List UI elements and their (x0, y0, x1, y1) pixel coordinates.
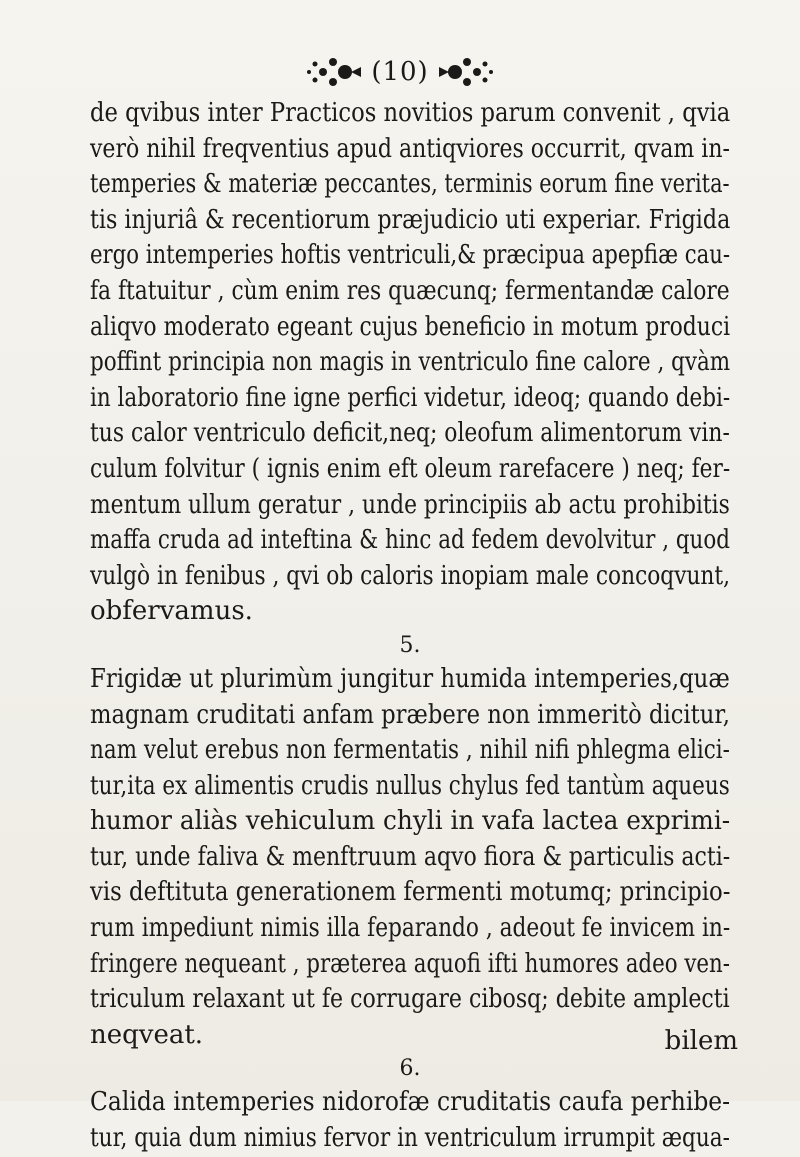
text-line: neqveat. (90, 1019, 204, 1050)
text-line: tur,ita ex alimentis crudis nullus chylus fed tantùm aqueus (90, 770, 730, 801)
text-line: fa ftatuitur , cùm enim res quæcunq; fermentandæ calore (90, 275, 730, 306)
text-line: poffint principia non magis in ventriculo fine calore , qvàm (90, 347, 731, 378)
text-line: tur, quia dum nimius fervor in ventriculum irrumpit æqua- (90, 1123, 730, 1154)
text-line: triculum relaxant ut fe corrugare cibosq; debite amplecti (90, 984, 730, 1015)
page-number: (10) (371, 57, 429, 87)
text-line: tis injuriâ & recentiorum præjudicio uti experiar. Frigida (90, 204, 731, 235)
text-line: fringere nequeant , præterea aquofi ifti humores adeo ven- (90, 948, 730, 979)
text-line: tus calor ventriculo deficit,neq; oleofum alimentorum vin- (90, 418, 730, 449)
body-text (90, 96, 730, 1157)
page-header (0, 42, 800, 102)
text-line: rum impediunt nimis illa feparando , adeout fe invicem in- (90, 913, 731, 944)
text-line: Frigidæ ut plurimùm jungitur humida intemperies,quæ (90, 663, 730, 694)
text-line: ergo intemperies hoftis ventriculi,& præcipua apepfiæ cau- (90, 240, 731, 271)
text-line: Calida intemperies nidorofæ cruditatis caufa perhibe- (90, 1087, 731, 1118)
fleuron-right-icon (439, 53, 495, 91)
text-line: in laboratorio fine igne perfici videtur, ideoq; quando debi- (90, 382, 731, 413)
text-line: verò nihil freqventius apud antiqviores occurrit, qvam in- (90, 133, 730, 164)
section-number-6: 6. (399, 1056, 421, 1082)
text-line: humor aliàs vehiculum chyli in vafa lactea exprimi- (90, 806, 731, 837)
section-number-5: 5. (399, 632, 421, 658)
text-line: culum folvitur ( ignis enim eft oleum rarefacere ) neq; fer- (90, 453, 731, 484)
paragraph-1 (90, 96, 730, 630)
text-line: aliqvo moderato egeant cujus beneficio in motum produci (90, 311, 731, 342)
text-line: temperies & materiæ peccantes, terminis eorum fine verita- (90, 169, 730, 200)
fleuron-left-icon (305, 53, 361, 91)
text-line: obfervamus. (90, 596, 253, 627)
text-line: nam velut erebus non fermentatis , nihil nifi phlegma elici- (90, 735, 730, 766)
text-line: maffa cruda ad inteftina & hinc ad fedem devolvitur , quod (90, 525, 730, 556)
text-line: mentum ullum geratur , unde principiis ab actu prohibitis (90, 489, 730, 520)
catchword: bilem (664, 1026, 738, 1056)
text-line: tur, unde faliva & menftruum aqvo fiora & particulis acti- (90, 841, 731, 872)
paragraph-2 (90, 662, 730, 1054)
paragraph-3 (90, 1085, 730, 1156)
text-line: vis deftituta generationem fermenti motumq; principio- (90, 877, 731, 908)
text-line: magnam cruditati anfam præbere non immeritò dicitur, (90, 699, 730, 730)
text-line: de qvibus inter Practicos novitios parum convenit , qvia (90, 98, 731, 128)
text-line: vulgò in fenibus , qvi ob caloris inopiam male concoqvunt, (90, 560, 731, 591)
